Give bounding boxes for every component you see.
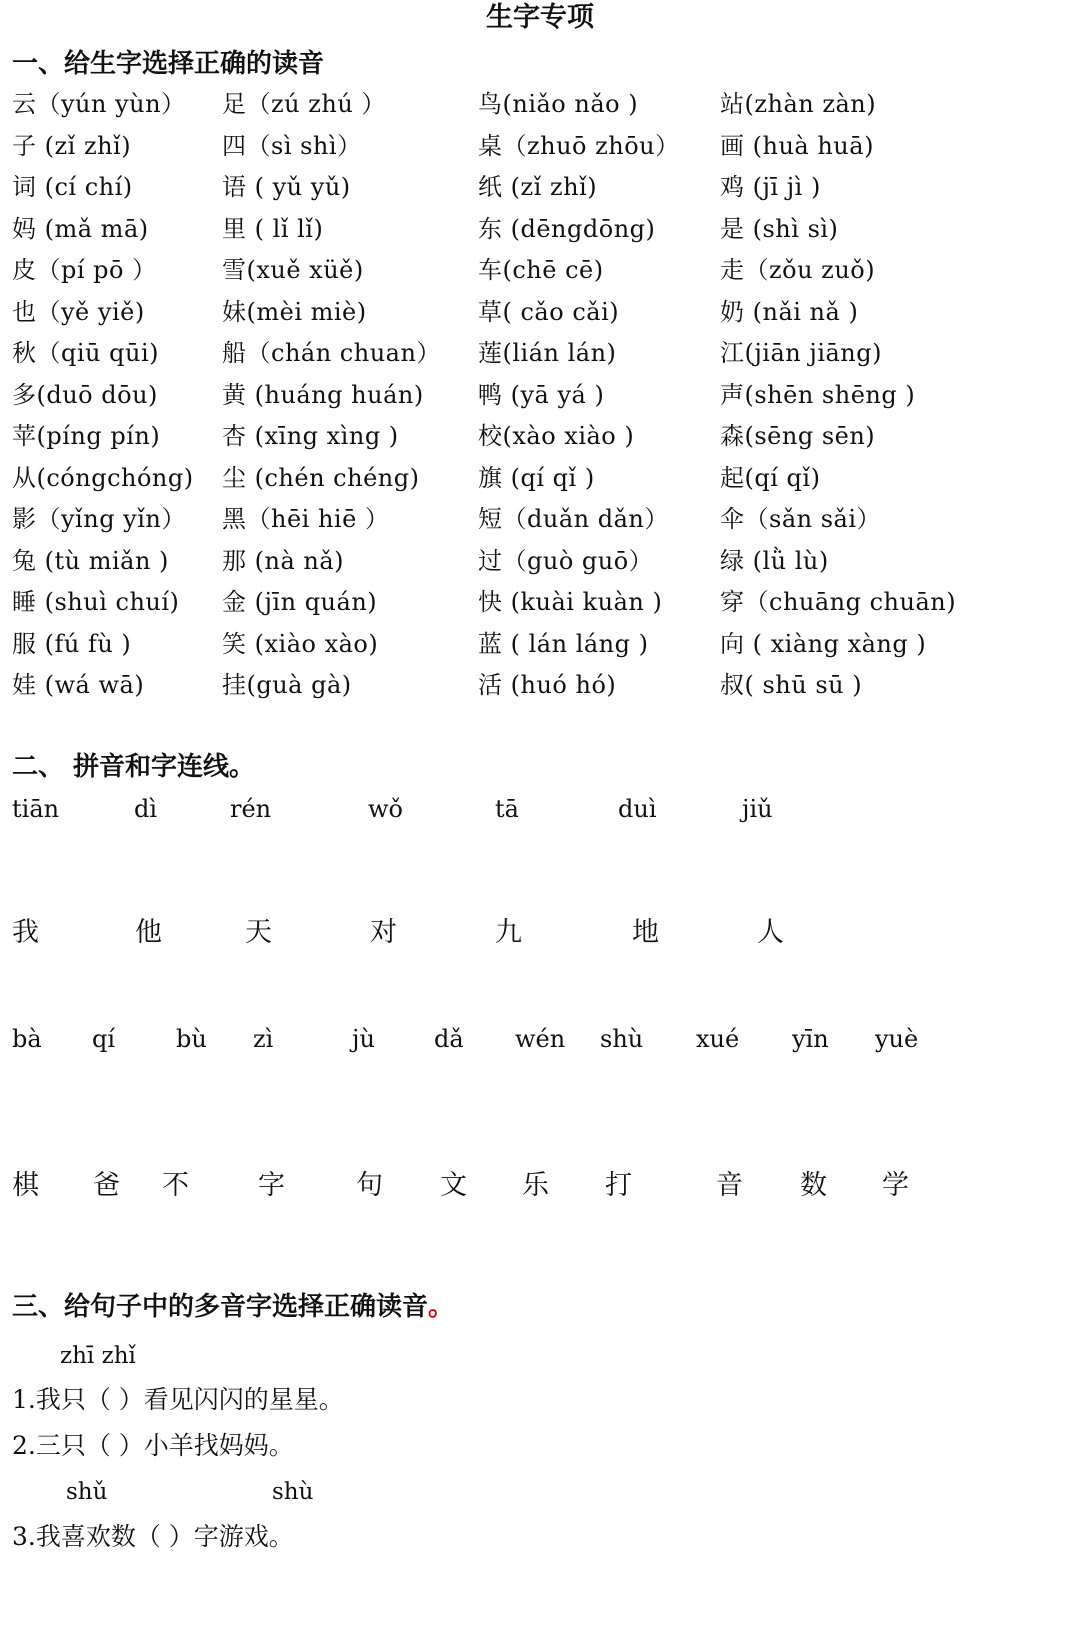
- reading-item: 奶 (nǎi nǎ ): [720, 298, 859, 326]
- hanzi-char: 九: [495, 917, 522, 948]
- reading-item: 江(jiān jiāng): [720, 339, 882, 367]
- pinyin-word: jiǔ: [742, 795, 773, 823]
- pinyin-row-2: [0, 1019, 1080, 1059]
- section1-heading: 一、给生字选择正确的读音: [12, 49, 325, 79]
- hanzi-char: 对: [370, 917, 397, 948]
- hanzi-char: 学: [882, 1170, 909, 1201]
- reading-item: 站(zhàn zàn): [720, 90, 877, 118]
- pinyin-word: jù: [352, 1025, 375, 1053]
- reading-item: 苹(píng pín): [12, 422, 161, 450]
- sentence-3: 3.我喜欢数（ ）字游戏。: [12, 1522, 294, 1551]
- reading-item: 快 (kuài kuàn ): [478, 588, 663, 616]
- section2-heading: 二、 拼音和字连线。: [12, 752, 256, 782]
- reading-item: 笑 (xiào xào): [222, 630, 379, 658]
- reading-item: 画 (huà huā): [720, 132, 874, 160]
- pinyin-word: wǒ: [368, 795, 403, 823]
- pinyin-word: wén: [515, 1025, 566, 1053]
- reading-item: 蓝 ( lán láng ): [478, 630, 649, 658]
- pinyin-word: qí: [92, 1025, 116, 1053]
- reading-item: 黑（hēi hiē ）: [222, 505, 390, 533]
- reading-item: 睡 (shuì chuí): [12, 588, 180, 616]
- reading-row: [0, 582, 1080, 622]
- reading-row: [0, 541, 1080, 581]
- reading-row: [0, 665, 1080, 705]
- reading-item: 挂(guà gà): [222, 671, 352, 699]
- sentence-2: 2.三只（ ）小羊找妈妈。: [12, 1431, 294, 1460]
- sentence-1: 1.我只（ ）看见闪闪的星星。: [12, 1385, 344, 1414]
- pinyin-word: xué: [696, 1025, 740, 1053]
- reading-item: 尘 (chén chéng): [222, 464, 420, 492]
- reading-row: [0, 375, 1080, 415]
- reading-item: 桌（zhuō zhōu）: [478, 132, 680, 160]
- pinyin-word: duì: [618, 795, 657, 823]
- pinyin-word: dì: [134, 795, 158, 823]
- pinyin-word: yīn: [792, 1025, 829, 1053]
- reading-item: 云（yún yùn）: [12, 90, 186, 118]
- reading-item: 旗 (qí qǐ ): [478, 464, 595, 492]
- section3-heading-text: 三、给句子中的多音字选择正确读音: [12, 1292, 429, 1322]
- reading-item: 莲(lián lán): [478, 339, 617, 367]
- pinyin-word: bù: [176, 1025, 207, 1053]
- reading-row: [0, 499, 1080, 539]
- hanzi-char: 音: [716, 1170, 743, 1201]
- reading-item: 船（chán chuan）: [222, 339, 441, 367]
- hanzi-char: 人: [757, 917, 784, 948]
- reading-item: 也（yě yiě): [12, 298, 145, 326]
- reading-item: 娃 (wá wā): [12, 671, 145, 699]
- hanzi-char: 不: [162, 1170, 189, 1201]
- reading-item: 穿（chuāng chuān): [720, 588, 957, 616]
- reading-item: 绿 (lǜ lù): [720, 547, 829, 575]
- hanzi-char: 他: [135, 917, 162, 948]
- hanzi-char: 我: [12, 917, 39, 948]
- reading-row: [0, 167, 1080, 207]
- hanzi-char: 爸: [93, 1170, 120, 1201]
- reading-item: 鸭 (yā yá ): [478, 381, 605, 409]
- reading-item: 东 (dēngdōng): [478, 215, 656, 243]
- reading-row: [0, 416, 1080, 456]
- reading-row: [0, 292, 1080, 332]
- reading-item: 走（zǒu zuǒ): [720, 256, 876, 284]
- reading-item: 秋（qiū qūi): [12, 339, 159, 367]
- hanzi-char: 地: [632, 917, 659, 948]
- reading-item: 活 (huó hó): [478, 671, 617, 699]
- reading-item: 向 ( xiàng xàng ): [720, 630, 927, 658]
- reading-item: 妈 (mǎ mā): [12, 215, 149, 243]
- reading-item: 多(duō dōu): [12, 381, 158, 409]
- hanzi-char: 字: [258, 1170, 285, 1201]
- pinyin-word: bà: [12, 1025, 42, 1053]
- reading-item: 校(xào xiào ): [478, 422, 635, 450]
- pinyin-word: dǎ: [434, 1025, 464, 1053]
- reading-item: 从(cóngchóng): [12, 464, 194, 492]
- reading-item: 黄 (huáng huán): [222, 381, 424, 409]
- pinyin-word: tiān: [12, 795, 60, 823]
- reading-row: [0, 624, 1080, 664]
- reading-item: 草( cǎo cǎi): [478, 298, 620, 326]
- reading-item: 那 (nà nǎ): [222, 547, 345, 575]
- reading-item: 四（sì shì）: [222, 132, 362, 160]
- reading-item: 词 (cí chí): [12, 173, 133, 201]
- hanzi-char: 打: [605, 1170, 632, 1201]
- reading-item: 语 ( yǔ yǔ): [222, 173, 351, 201]
- pinyin-row-1: [0, 789, 1080, 829]
- reading-item: 影（yǐng yǐn）: [12, 505, 186, 533]
- reading-item: 叔( shū sū ): [720, 671, 863, 699]
- hanzi-char: 句: [356, 1170, 383, 1201]
- reading-item: 鸟(niǎo nǎo ): [478, 90, 639, 118]
- reading-item: 伞（sǎn sǎi）: [720, 505, 882, 533]
- reading-item: 车(chē cē): [478, 256, 604, 284]
- section3-heading-dot: 。: [428, 1292, 455, 1322]
- reading-item: 妹(mèi miè): [222, 298, 367, 326]
- reading-item: 过（guò guō）: [478, 547, 654, 575]
- reading-row: [0, 209, 1080, 249]
- pinyin-word: shù: [600, 1025, 644, 1053]
- reading-row: [0, 250, 1080, 290]
- reading-item: 起(qí qǐ): [720, 464, 821, 492]
- reading-item: 金 (jīn quán): [222, 588, 378, 616]
- pinyin-options-zhi: zhī zhǐ: [60, 1343, 136, 1369]
- reading-item: 声(shēn shēng ): [720, 381, 916, 409]
- pinyin-word: rén: [230, 795, 272, 823]
- reading-item: 森(sēng sēn): [720, 422, 876, 450]
- hanzi-char: 文: [440, 1170, 467, 1201]
- reading-item: 兔 (tù miǎn ): [12, 547, 169, 575]
- pinyin-option-shu4: shù: [272, 1479, 314, 1505]
- reading-item: 杏 (xīng xìng ): [222, 422, 399, 450]
- pinyin-word: zì: [253, 1025, 274, 1053]
- reading-row: [0, 126, 1080, 166]
- reading-row: [0, 458, 1080, 498]
- reading-item: 服 (fú fù ): [12, 630, 132, 658]
- hanzi-char: 棋: [12, 1170, 39, 1201]
- reading-item: 雪(xuě xüě): [222, 256, 364, 284]
- reading-item: 鸡 (jī jì ): [720, 173, 821, 201]
- reading-row: [0, 84, 1080, 124]
- char-row-1: [0, 913, 1080, 953]
- char-row-2: [0, 1166, 1080, 1206]
- pinyin-word: tā: [495, 795, 519, 823]
- reading-item: 是 (shì sì): [720, 215, 839, 243]
- hanzi-char: 数: [800, 1170, 827, 1201]
- pinyin-word: yuè: [875, 1025, 919, 1053]
- reading-item: 短（duǎn dǎn）: [478, 505, 669, 533]
- reading-item: 足（zú zhú ）: [222, 90, 386, 118]
- reading-row: [0, 333, 1080, 373]
- reading-item: 里 ( lǐ lǐ): [222, 215, 324, 243]
- hanzi-char: 天: [245, 917, 272, 948]
- reading-item: 纸 (zǐ zhǐ): [478, 173, 598, 201]
- reading-item: 皮（pí pō ）: [12, 256, 157, 284]
- reading-item: 子 (zǐ zhǐ): [12, 132, 132, 160]
- section3-heading: [12, 1289, 454, 1325]
- page-title: 生字专项: [486, 2, 594, 33]
- pinyin-option-shu3: shǔ: [66, 1479, 108, 1505]
- hanzi-char: 乐: [522, 1170, 549, 1201]
